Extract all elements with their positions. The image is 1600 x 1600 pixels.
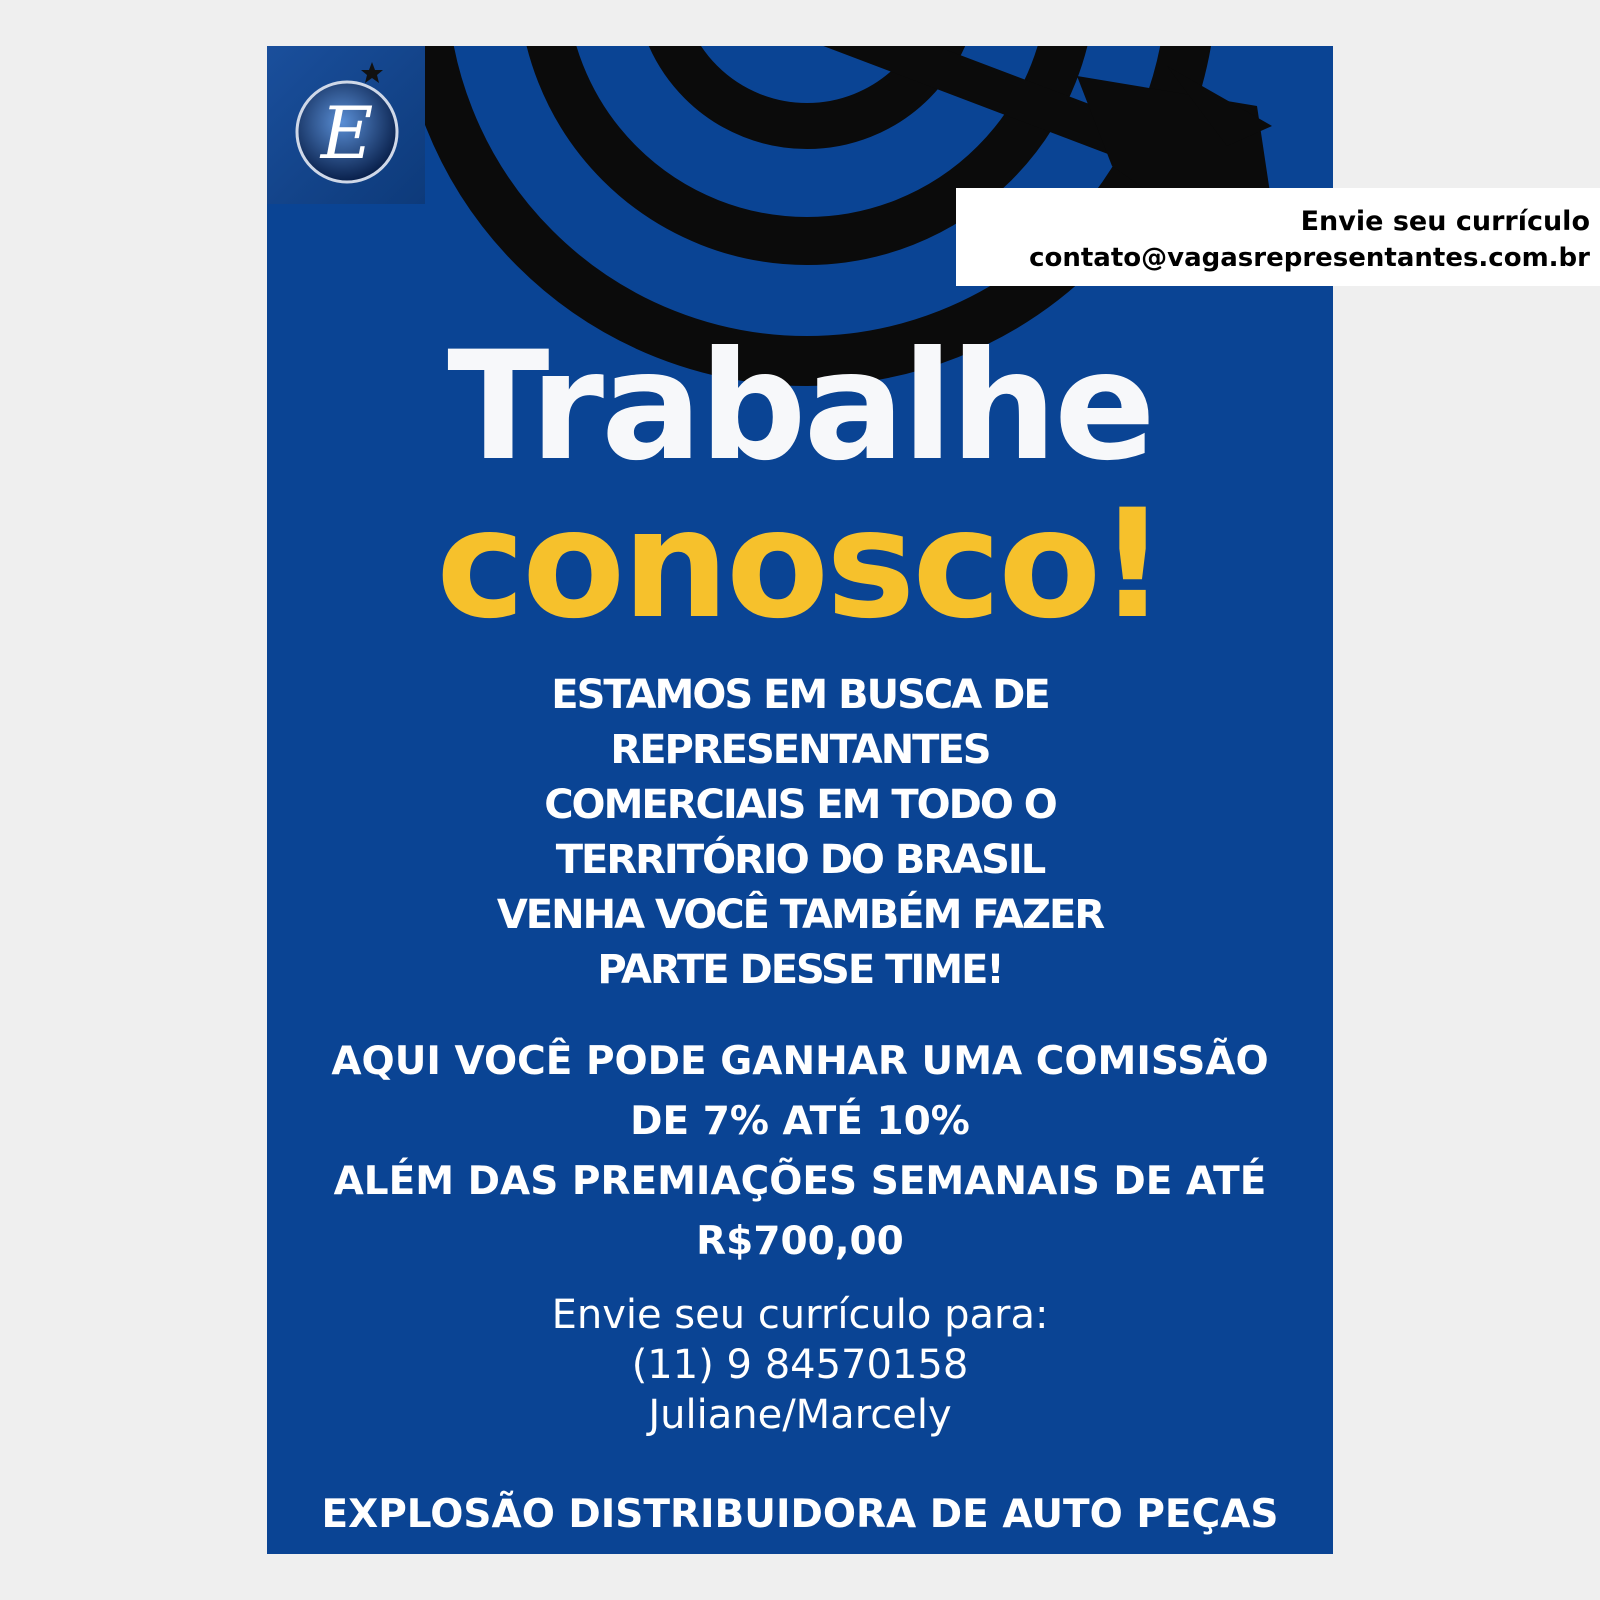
- company-name: EXPLOSÃO DISTRIBUIDORA DE AUTO PEÇAS: [321, 1492, 1279, 1537]
- busca-line: VENHA VOCÊ TAMBÉM FAZER: [496, 892, 1104, 938]
- commission-line: ALÉM DAS PREMIAÇÕES SEMANAIS DE ATÉ: [333, 1159, 1267, 1204]
- commission-line: R$700,00: [696, 1219, 904, 1264]
- contact-names: Juliane/Marcely: [648, 1392, 952, 1438]
- commission-line: DE 7% ATÉ 10%: [630, 1099, 970, 1144]
- email-contact-box: [956, 188, 1600, 286]
- busca-line: ESTAMOS EM BUSCA DE: [551, 672, 1049, 718]
- representatives-call: [267, 668, 1333, 998]
- busca-line: COMERCIAIS EM TODO O: [544, 782, 1056, 828]
- busca-line: PARTE DESSE TIME!: [597, 947, 1003, 993]
- resume-contact: [267, 1290, 1333, 1440]
- busca-line: TERRITÓRIO DO BRASIL: [555, 837, 1045, 883]
- headline-conosco: conosco!: [436, 478, 1164, 652]
- resume-line: Envie seu currículo para:: [551, 1292, 1049, 1338]
- phone-number[interactable]: (11) 9 84570158: [631, 1342, 969, 1388]
- contact-box-title: Envie seu currículo: [1300, 206, 1590, 237]
- busca-line: REPRESENTANTES: [610, 727, 990, 773]
- contact-email-link[interactable]: contato@vagasrepresentantes.com.br: [1029, 243, 1590, 273]
- commission-info: [267, 1032, 1333, 1272]
- logo-spark-icon: [361, 62, 383, 83]
- headline-trabalhe: Trabalhe: [447, 320, 1153, 494]
- company-logo: [267, 46, 425, 204]
- logo-letter: E: [320, 91, 374, 175]
- commission-line: AQUI VOCÊ PODE GANHAR UMA COMISSÃO: [331, 1039, 1269, 1084]
